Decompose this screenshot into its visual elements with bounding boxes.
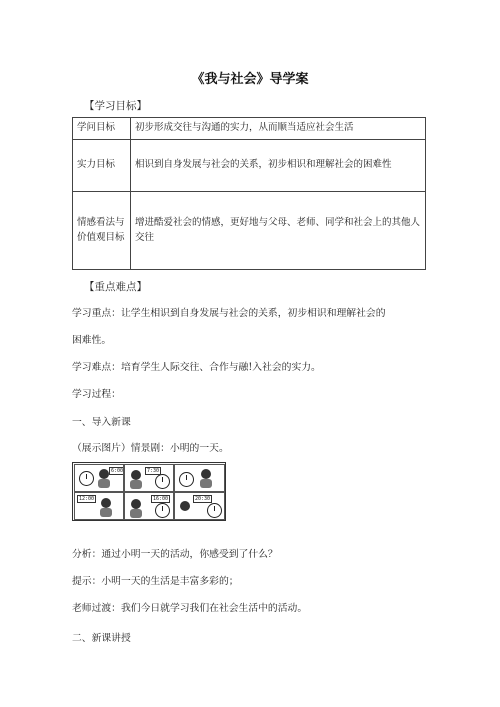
clock-icon	[155, 474, 170, 489]
figure-icon	[201, 469, 211, 479]
difficulty-line: 学习难点：培育学生人际交往、合作与融!入社会的实力。	[72, 362, 321, 373]
process-heading: 学习过程：	[72, 389, 121, 400]
comic-panel	[124, 464, 174, 492]
part-one-heading: 一、导入新课	[72, 417, 131, 428]
table-row	[73, 118, 426, 140]
comic-panel	[174, 464, 225, 492]
table-row	[73, 140, 426, 192]
figure-icon	[101, 498, 111, 508]
figure-icon	[180, 501, 190, 511]
table-cell-key: 实力目标	[73, 140, 131, 192]
hint-line: 提示：小明一天的生活是丰富多彩的；	[72, 576, 239, 587]
transition-line: 老师过渡：我们今日就学习我们在社会生活中的活动。	[72, 603, 308, 614]
table-cell-key: 学问目标	[73, 118, 131, 140]
figure-body-icon	[100, 508, 112, 517]
figure-body-icon	[130, 509, 142, 518]
key-point-line: 学习重点：让学生相识到自身发展与社会的关系，初步相识和理解社会的	[72, 308, 386, 319]
figure-body-icon	[98, 479, 110, 488]
figure-icon	[99, 469, 109, 479]
section-heading-goals: 【学习目标】	[84, 100, 147, 112]
comic-panel	[74, 464, 124, 492]
table-cell-key: 情感看法与价值观目标	[73, 192, 131, 270]
time-label: 20:30	[195, 496, 211, 502]
comic-strip-image	[72, 462, 226, 521]
table-cell-value: 相识到自身发展与社会的关系，初步相识和理解社会的困难性	[131, 140, 426, 192]
time-label: 6:00	[111, 468, 124, 474]
part-two-heading: 二、新课讲授	[72, 633, 131, 644]
comic-panel	[124, 492, 174, 520]
figure-body-icon	[200, 479, 212, 488]
table-cell-value: 增进酷爱社会的情感，更好地与父母、老师、同学和社会上的其他人交往	[131, 192, 426, 270]
table-cell-value: 初步形成交往与沟通的实力，从而顺当适应社会生活	[131, 118, 426, 140]
comic-panel	[74, 492, 124, 520]
comic-panel	[174, 492, 225, 520]
scene-caption: （展示图片）情景剧：小明的一天。	[72, 443, 229, 454]
section-heading-key-points: 【重点难点】	[84, 281, 147, 293]
time-label: 16:00	[153, 496, 169, 502]
table-row	[73, 192, 426, 270]
clock-icon	[155, 503, 170, 518]
time-label: 12:00	[79, 496, 95, 502]
clock-icon	[79, 471, 94, 486]
figure-body-icon	[130, 480, 142, 489]
clock-icon	[179, 472, 194, 487]
goals-table	[72, 117, 426, 270]
page-title: 《我与社会》导学案	[191, 72, 309, 87]
figure-icon	[131, 499, 141, 509]
analysis-line: 分析：通过小明一天的活动，你感受到了什么？	[72, 549, 278, 560]
figure-icon	[131, 470, 141, 480]
time-label: 7:30	[147, 468, 160, 474]
key-point-line-continued: 困难性。	[72, 335, 112, 346]
clock-icon	[207, 503, 222, 518]
